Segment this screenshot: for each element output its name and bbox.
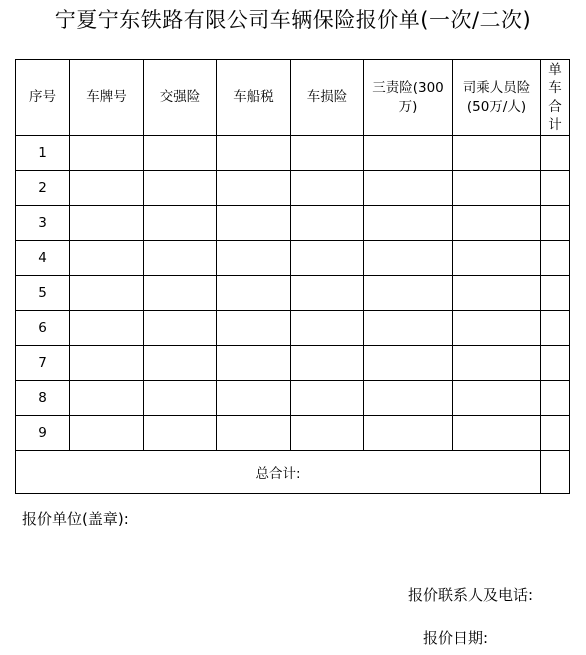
third-party-cell[interactable] [364, 276, 453, 311]
compulsory-cell[interactable] [144, 241, 217, 276]
header-unit-total-char: 合 [548, 98, 562, 115]
third-party-cell[interactable] [364, 241, 453, 276]
driver-passenger-cell[interactable] [453, 136, 541, 171]
vessel-tax-cell[interactable] [217, 276, 291, 311]
driver-passenger-cell[interactable] [453, 276, 541, 311]
vessel-tax-cell[interactable] [217, 311, 291, 346]
third-party-cell[interactable] [364, 171, 453, 206]
table-row [16, 346, 570, 381]
unit-total-cell[interactable] [541, 276, 570, 311]
damage-cell[interactable] [291, 206, 364, 241]
plate-cell[interactable] [70, 276, 144, 311]
row-number: 5 [16, 276, 70, 311]
vessel-tax-cell[interactable] [217, 136, 291, 171]
compulsory-cell[interactable] [144, 346, 217, 381]
row-number: 4 [16, 241, 70, 276]
vessel-tax-cell[interactable] [217, 416, 291, 451]
driver-passenger-cell[interactable] [453, 206, 541, 241]
unit-total-cell[interactable] [541, 171, 570, 206]
table-row [16, 241, 570, 276]
table-row [16, 276, 570, 311]
compulsory-cell[interactable] [144, 136, 217, 171]
row-number: 2 [16, 171, 70, 206]
driver-passenger-cell[interactable] [453, 171, 541, 206]
plate-cell[interactable] [70, 241, 144, 276]
compulsory-cell[interactable] [144, 276, 217, 311]
table-row [16, 381, 570, 416]
header-unit-total-char: 单 [548, 62, 562, 79]
driver-passenger-cell[interactable] [453, 241, 541, 276]
third-party-cell[interactable] [364, 206, 453, 241]
unit-total-cell[interactable] [541, 241, 570, 276]
damage-cell[interactable] [291, 276, 364, 311]
damage-cell[interactable] [291, 241, 364, 276]
header-vessel-tax: 车船税 [217, 60, 291, 136]
unit-total-cell[interactable] [541, 381, 570, 416]
header-plate: 车牌号 [70, 60, 144, 136]
row-number: 3 [16, 206, 70, 241]
compulsory-cell[interactable] [144, 311, 217, 346]
third-party-cell[interactable] [364, 346, 453, 381]
damage-cell[interactable] [291, 416, 364, 451]
driver-passenger-cell[interactable] [453, 346, 541, 381]
header-damage: 车损险 [291, 60, 364, 136]
plate-cell[interactable] [70, 416, 144, 451]
row-number: 8 [16, 381, 70, 416]
third-party-cell[interactable] [364, 311, 453, 346]
header-unit-total-char: 计 [548, 116, 562, 133]
header-seq: 序号 [16, 60, 70, 136]
unit-total-cell[interactable] [541, 416, 570, 451]
row-number: 1 [16, 136, 70, 171]
date-label: 报价日期: [423, 629, 489, 647]
table-row [16, 171, 570, 206]
document-title: 宁夏宁东铁路有限公司车辆保险报价单(一次/二次) [54, 8, 532, 32]
table-row [16, 206, 570, 241]
unit-total-cell[interactable] [541, 206, 570, 241]
damage-cell[interactable] [291, 136, 364, 171]
contact-label: 报价联系人及电话: [408, 586, 534, 604]
table-row [16, 416, 570, 451]
vessel-tax-cell[interactable] [217, 206, 291, 241]
third-party-cell[interactable] [364, 136, 453, 171]
plate-cell[interactable] [70, 381, 144, 416]
total-label: 总合计: [16, 451, 541, 494]
damage-cell[interactable] [291, 381, 364, 416]
quoting-unit-label: 报价单位(盖章): [22, 510, 129, 528]
table-header-row [16, 60, 570, 136]
table-row [16, 311, 570, 346]
plate-cell[interactable] [70, 171, 144, 206]
row-number: 7 [16, 346, 70, 381]
plate-cell[interactable] [70, 136, 144, 171]
row-number: 6 [16, 311, 70, 346]
header-third-party: 三责险(300万) [364, 60, 453, 136]
total-value-cell[interactable] [541, 451, 570, 494]
total-row [16, 451, 570, 494]
vessel-tax-cell[interactable] [217, 171, 291, 206]
damage-cell[interactable] [291, 171, 364, 206]
third-party-cell[interactable] [364, 416, 453, 451]
header-compulsory: 交强险 [144, 60, 217, 136]
plate-cell[interactable] [70, 311, 144, 346]
row-number: 9 [16, 416, 70, 451]
third-party-cell[interactable] [364, 381, 453, 416]
driver-passenger-cell[interactable] [453, 311, 541, 346]
vessel-tax-cell[interactable] [217, 381, 291, 416]
plate-cell[interactable] [70, 206, 144, 241]
header-unit-total [541, 60, 570, 136]
unit-total-cell[interactable] [541, 311, 570, 346]
table-row [16, 136, 570, 171]
header-driver-passenger: 司乘人员险(50万/人) [453, 60, 541, 136]
damage-cell[interactable] [291, 346, 364, 381]
plate-cell[interactable] [70, 346, 144, 381]
vessel-tax-cell[interactable] [217, 241, 291, 276]
driver-passenger-cell[interactable] [453, 416, 541, 451]
damage-cell[interactable] [291, 311, 364, 346]
unit-total-cell[interactable] [541, 136, 570, 171]
unit-total-cell[interactable] [541, 346, 570, 381]
header-unit-total-char: 车 [548, 80, 562, 97]
compulsory-cell[interactable] [144, 381, 217, 416]
compulsory-cell[interactable] [144, 171, 217, 206]
compulsory-cell[interactable] [144, 416, 217, 451]
driver-passenger-cell[interactable] [453, 381, 541, 416]
quote-table [15, 59, 570, 494]
vessel-tax-cell[interactable] [217, 346, 291, 381]
compulsory-cell[interactable] [144, 206, 217, 241]
